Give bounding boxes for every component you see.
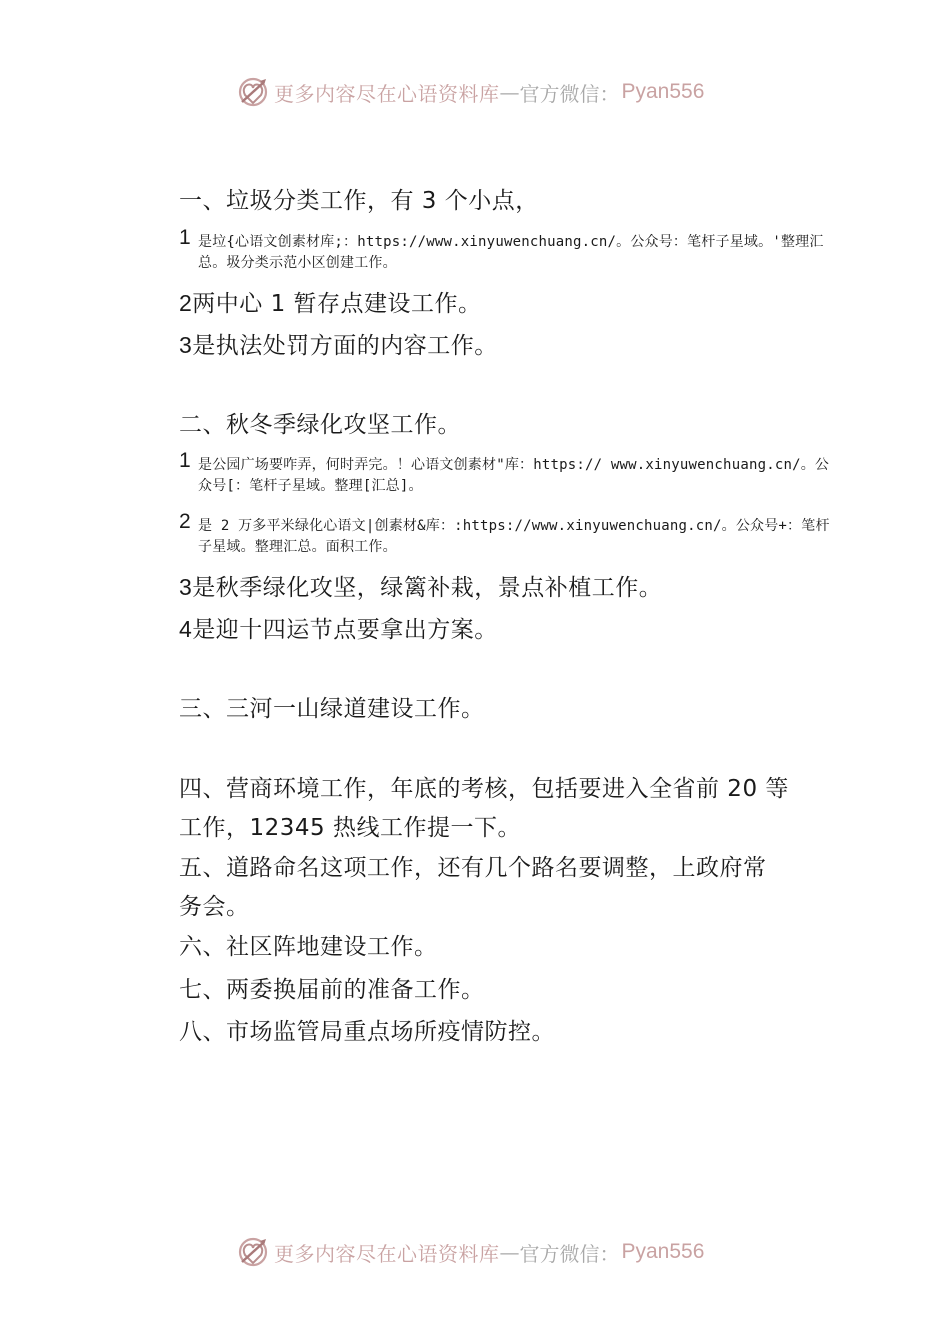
section-4-line-1: 四、营商环境工作，年底的考核，包括要进入全省前 20 等 [179,776,789,802]
s2-item-2-text: 是 2 万多平米绿化心语文|创素材&库：:https://www.xinyuwenchuang.cn/。公众号+：笔杆子星域。整理汇总。面积工作。 [198,518,830,555]
heart-ribbon-logo-icon [236,1235,270,1269]
section-8-title: 八、市场监管局重点场所疫情防控。 [179,1019,555,1045]
s2-item-3-num: 3 [179,574,193,600]
watermark-separator-bottom: — [499,1240,520,1264]
section-7-title: 七、两委换届前的准备工作。 [179,977,485,1003]
watermark-text-bottom: 更多内容尽在心语资料库 [274,1241,500,1266]
watermark-text: 更多内容尽在心语资料库 [274,81,500,106]
watermark-label: 官方微信： [519,81,620,106]
watermark-separator: — [499,80,520,104]
s2-item-1-num: 1 [179,449,191,472]
watermark-label-bottom: 官方微信： [519,1241,620,1266]
s2-item-3-text: 是秋季绿化攻坚，绿篱补栽，景点补植工作。 [192,575,663,601]
s1-item-3 [179,327,498,360]
s2-item-1-text: 是公园广场要咋弄，何时弄完。！心语文创素材"库：https:// www.xinyuwenchuang.cn/。公众号[：笔杆子星域。整理[汇总]。 [198,457,830,494]
s1-item-3-num: 3 [179,332,193,358]
section-3-title: 三、三河一山绿道建设工作。 [179,696,485,722]
s2-item-1 [179,449,839,497]
s2-item-3 [179,569,662,602]
s1-item-2-text: 两中心 1 暂存点建设工作。 [192,291,482,317]
s2-item-2 [179,510,839,558]
s1-item-2 [179,285,482,318]
watermark-id-bottom: Pyan556 [621,1240,705,1263]
s1-item-2-num: 2 [179,290,193,316]
section-2-title: 二、秋冬季绿化攻坚工作。 [179,412,461,438]
s1-item-1-text: 是垃{心语文创素材库;：https://www.xinyuwenchuang.cn/。公众号：笔杆子星域。'整理汇总。圾分类示范小区创建工作。 [198,234,824,271]
watermark-banner-top [236,74,704,110]
section-5-line-1: 五、道路命名这项工作，还有几个路名要调整，上政府常 [179,855,767,881]
s1-item-1 [179,226,839,274]
watermark-id: Pyan556 [621,80,705,103]
s2-item-4 [179,611,498,644]
s2-item-4-num: 4 [179,616,193,642]
s2-item-2-num: 2 [179,510,191,533]
s1-item-1-num: 1 [179,226,191,249]
s2-item-4-text: 是迎十四运节点要拿出方案。 [192,617,498,643]
heart-ribbon-logo-icon [236,75,270,109]
section-4-line-2: 工作，12345 热线工作提一下。 [179,815,521,841]
s1-item-3-text: 是执法处罚方面的内容工作。 [192,333,498,359]
section-5-line-2: 务会。 [179,894,250,920]
section-6-title: 六、社区阵地建设工作。 [179,934,438,960]
section-1-title: 一、垃圾分类工作，有 3 个小点， [179,188,539,214]
watermark-banner-bottom [236,1234,704,1270]
